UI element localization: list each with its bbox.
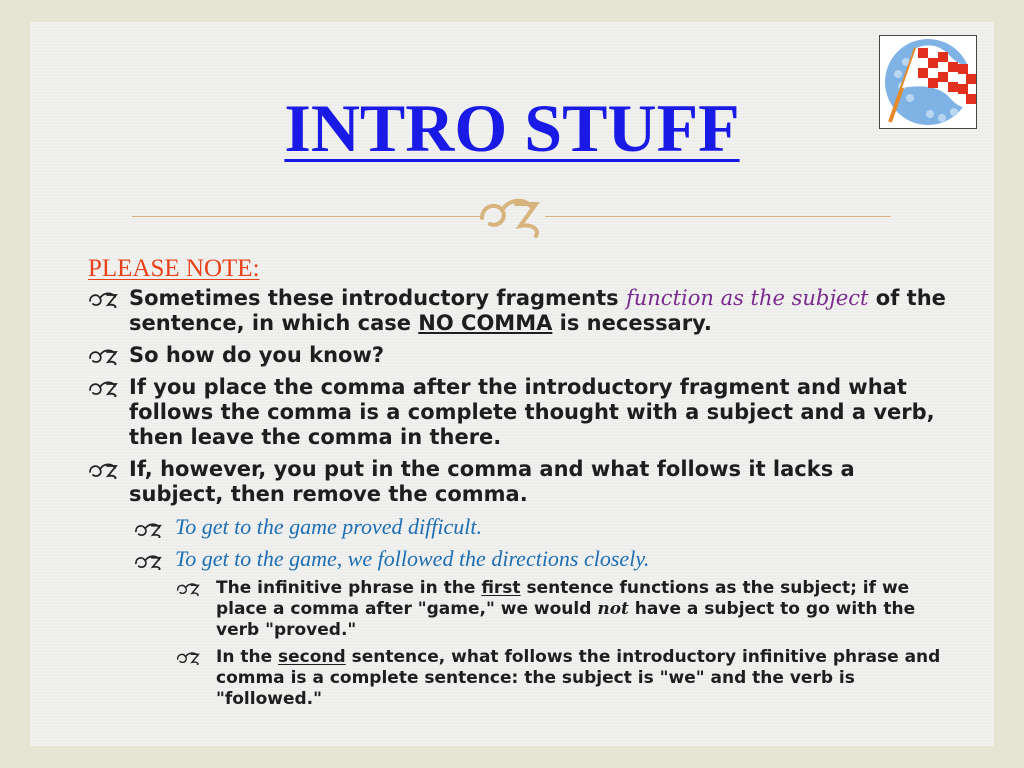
bullet-text-1b: function as the subject xyxy=(625,286,869,310)
bullet-text-3: If you place the comma after the introductory fragment and what follows the comma is a complete thought with a subject and a verb, then leave the comma in there. xyxy=(129,375,935,449)
bullet-item-1 xyxy=(88,286,948,336)
explanation-text-1a: The infinitive phrase in the xyxy=(216,578,482,598)
example-text-1: To get to the game proved difficult. xyxy=(175,514,482,539)
example-item-2 xyxy=(88,546,948,572)
divider-line-left xyxy=(132,216,480,217)
bullet-text-2: So how do you know? xyxy=(129,343,385,367)
ornament-bullet-icon xyxy=(88,346,118,371)
please-note-heading: PLEASE NOTE: xyxy=(88,255,260,282)
bullet-item-2 xyxy=(88,343,948,368)
bullet-text-1a: Sometimes these introductory fragments xyxy=(129,286,626,310)
example-item-1 xyxy=(88,514,948,540)
bullet-item-3 xyxy=(88,375,948,450)
ornament-bullet-icon xyxy=(176,650,200,671)
ornament-bullet-icon xyxy=(134,550,162,576)
explanation-text-1c: sentence functions as the subject; if we place a comma after "game," we would xyxy=(216,578,910,619)
ornament-glyph-icon xyxy=(476,188,548,238)
ornament-bullet-icon xyxy=(134,518,162,544)
explanation-text-1d: not xyxy=(597,599,629,619)
divider-line-right xyxy=(545,216,891,217)
bullet-text-4: If, however, you put in the comma and what follows it lacks a subject, then remove the comma. xyxy=(129,457,855,506)
ornament-bullet-icon xyxy=(88,289,118,314)
bullet-text-1c: of the sentence, in which case xyxy=(129,286,946,335)
slide-title: INTRO STUFF xyxy=(284,90,740,166)
explanation-text-2b: second xyxy=(278,647,346,667)
ornament-bullet-icon xyxy=(88,378,118,403)
ornament-bullet-icon xyxy=(176,581,200,602)
example-text-2: To get to the game, we followed the directions closely. xyxy=(175,546,650,571)
ornament-bullet-icon xyxy=(88,460,118,485)
bullet-item-4 xyxy=(88,457,948,507)
bullet-text-1d: NO COMMA xyxy=(418,311,553,335)
explanation-item-2 xyxy=(88,647,948,710)
explanation-item-1 xyxy=(88,578,948,641)
explanation-text-2a: In the xyxy=(216,647,279,667)
bullet-text-1e: is necessary. xyxy=(552,311,712,335)
explanation-text-1e: have a subject to go with the verb "proved." xyxy=(216,599,916,640)
slide-content xyxy=(88,254,948,716)
explanation-text-2c: sentence, what follows the introductory infinitive phrase and comma is a complete sentence: the subject is "we" and the verb is "followed." xyxy=(216,647,941,709)
explanation-text-1b: first xyxy=(481,578,521,598)
